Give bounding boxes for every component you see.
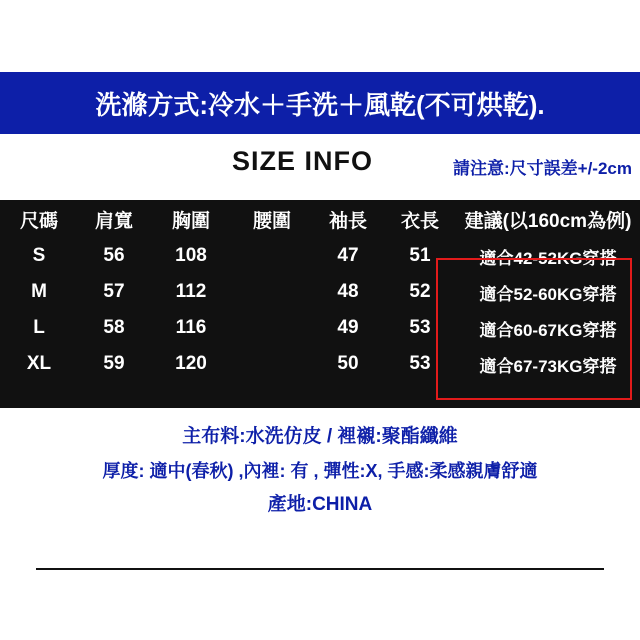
wash-instruction-banner — [0, 72, 640, 134]
cell-sleeve: 47 — [337, 245, 359, 266]
cell-shoulder: 59 — [103, 353, 125, 374]
cell-size: L — [33, 317, 45, 338]
cell-suggestion: 適合42-52KG穿搭 — [479, 248, 617, 268]
title-row — [0, 142, 640, 194]
bottom-divider — [36, 568, 604, 570]
page-title: SIZE INFO — [232, 146, 374, 176]
table-row — [0, 310, 640, 346]
cell-length: 53 — [409, 353, 431, 374]
cell-waist — [232, 274, 312, 310]
table-row — [0, 238, 640, 274]
cell-sleeve: 48 — [337, 281, 359, 302]
origin-line: 產地:CHINA — [267, 494, 373, 515]
table-row — [0, 274, 640, 310]
cell-waist — [232, 238, 312, 274]
cell-length: 51 — [409, 245, 431, 266]
cell-length: 52 — [409, 281, 431, 302]
cell-size: XL — [26, 353, 52, 374]
wash-instruction-text: 洗滌方式:冷水＋手洗＋風乾(不可烘乾). — [95, 89, 545, 120]
cell-size: S — [32, 245, 46, 266]
cell-waist — [232, 346, 312, 382]
cell-chest: 120 — [175, 353, 207, 374]
cell-chest: 108 — [175, 245, 207, 266]
cell-shoulder: 57 — [103, 281, 125, 302]
cell-suggestion: 適合67-73KG穿搭 — [479, 356, 617, 376]
cell-length: 53 — [409, 317, 431, 338]
header-shoulder: 肩寬 — [94, 210, 133, 232]
material-details — [0, 420, 640, 522]
cell-chest: 116 — [175, 317, 207, 338]
header-size: 尺碼 — [19, 210, 58, 232]
table-header-row — [0, 200, 640, 238]
cell-sleeve: 49 — [337, 317, 359, 338]
cell-suggestion: 適合52-60KG穿搭 — [479, 284, 617, 304]
cell-shoulder: 58 — [103, 317, 125, 338]
cell-size: M — [31, 281, 47, 302]
header-chest: 胸圍 — [171, 210, 210, 232]
header-length: 衣長 — [400, 210, 439, 232]
table-row — [0, 346, 640, 382]
cell-sleeve: 50 — [337, 353, 359, 374]
cell-waist — [232, 310, 312, 346]
header-waist: 腰圍 — [252, 210, 291, 232]
material-line: 主布料:水洗仿皮 / 裡襯:聚酯纖維 — [182, 426, 458, 447]
cell-suggestion: 適合60-67KG穿搭 — [479, 320, 617, 340]
header-suggestion: 建議(以160cm為例) — [464, 210, 632, 232]
measurement-tolerance-note: 請注意:尺寸誤差+/-2cm — [453, 159, 632, 178]
cell-shoulder: 56 — [103, 245, 125, 266]
thickness-line: 厚度: 適中(春秋) ,內裡: 有 , 彈性:X, 手感:柔感親膚舒適 — [102, 461, 538, 481]
size-table — [0, 200, 640, 382]
cell-chest: 112 — [175, 281, 207, 302]
header-sleeve: 袖長 — [328, 210, 367, 232]
